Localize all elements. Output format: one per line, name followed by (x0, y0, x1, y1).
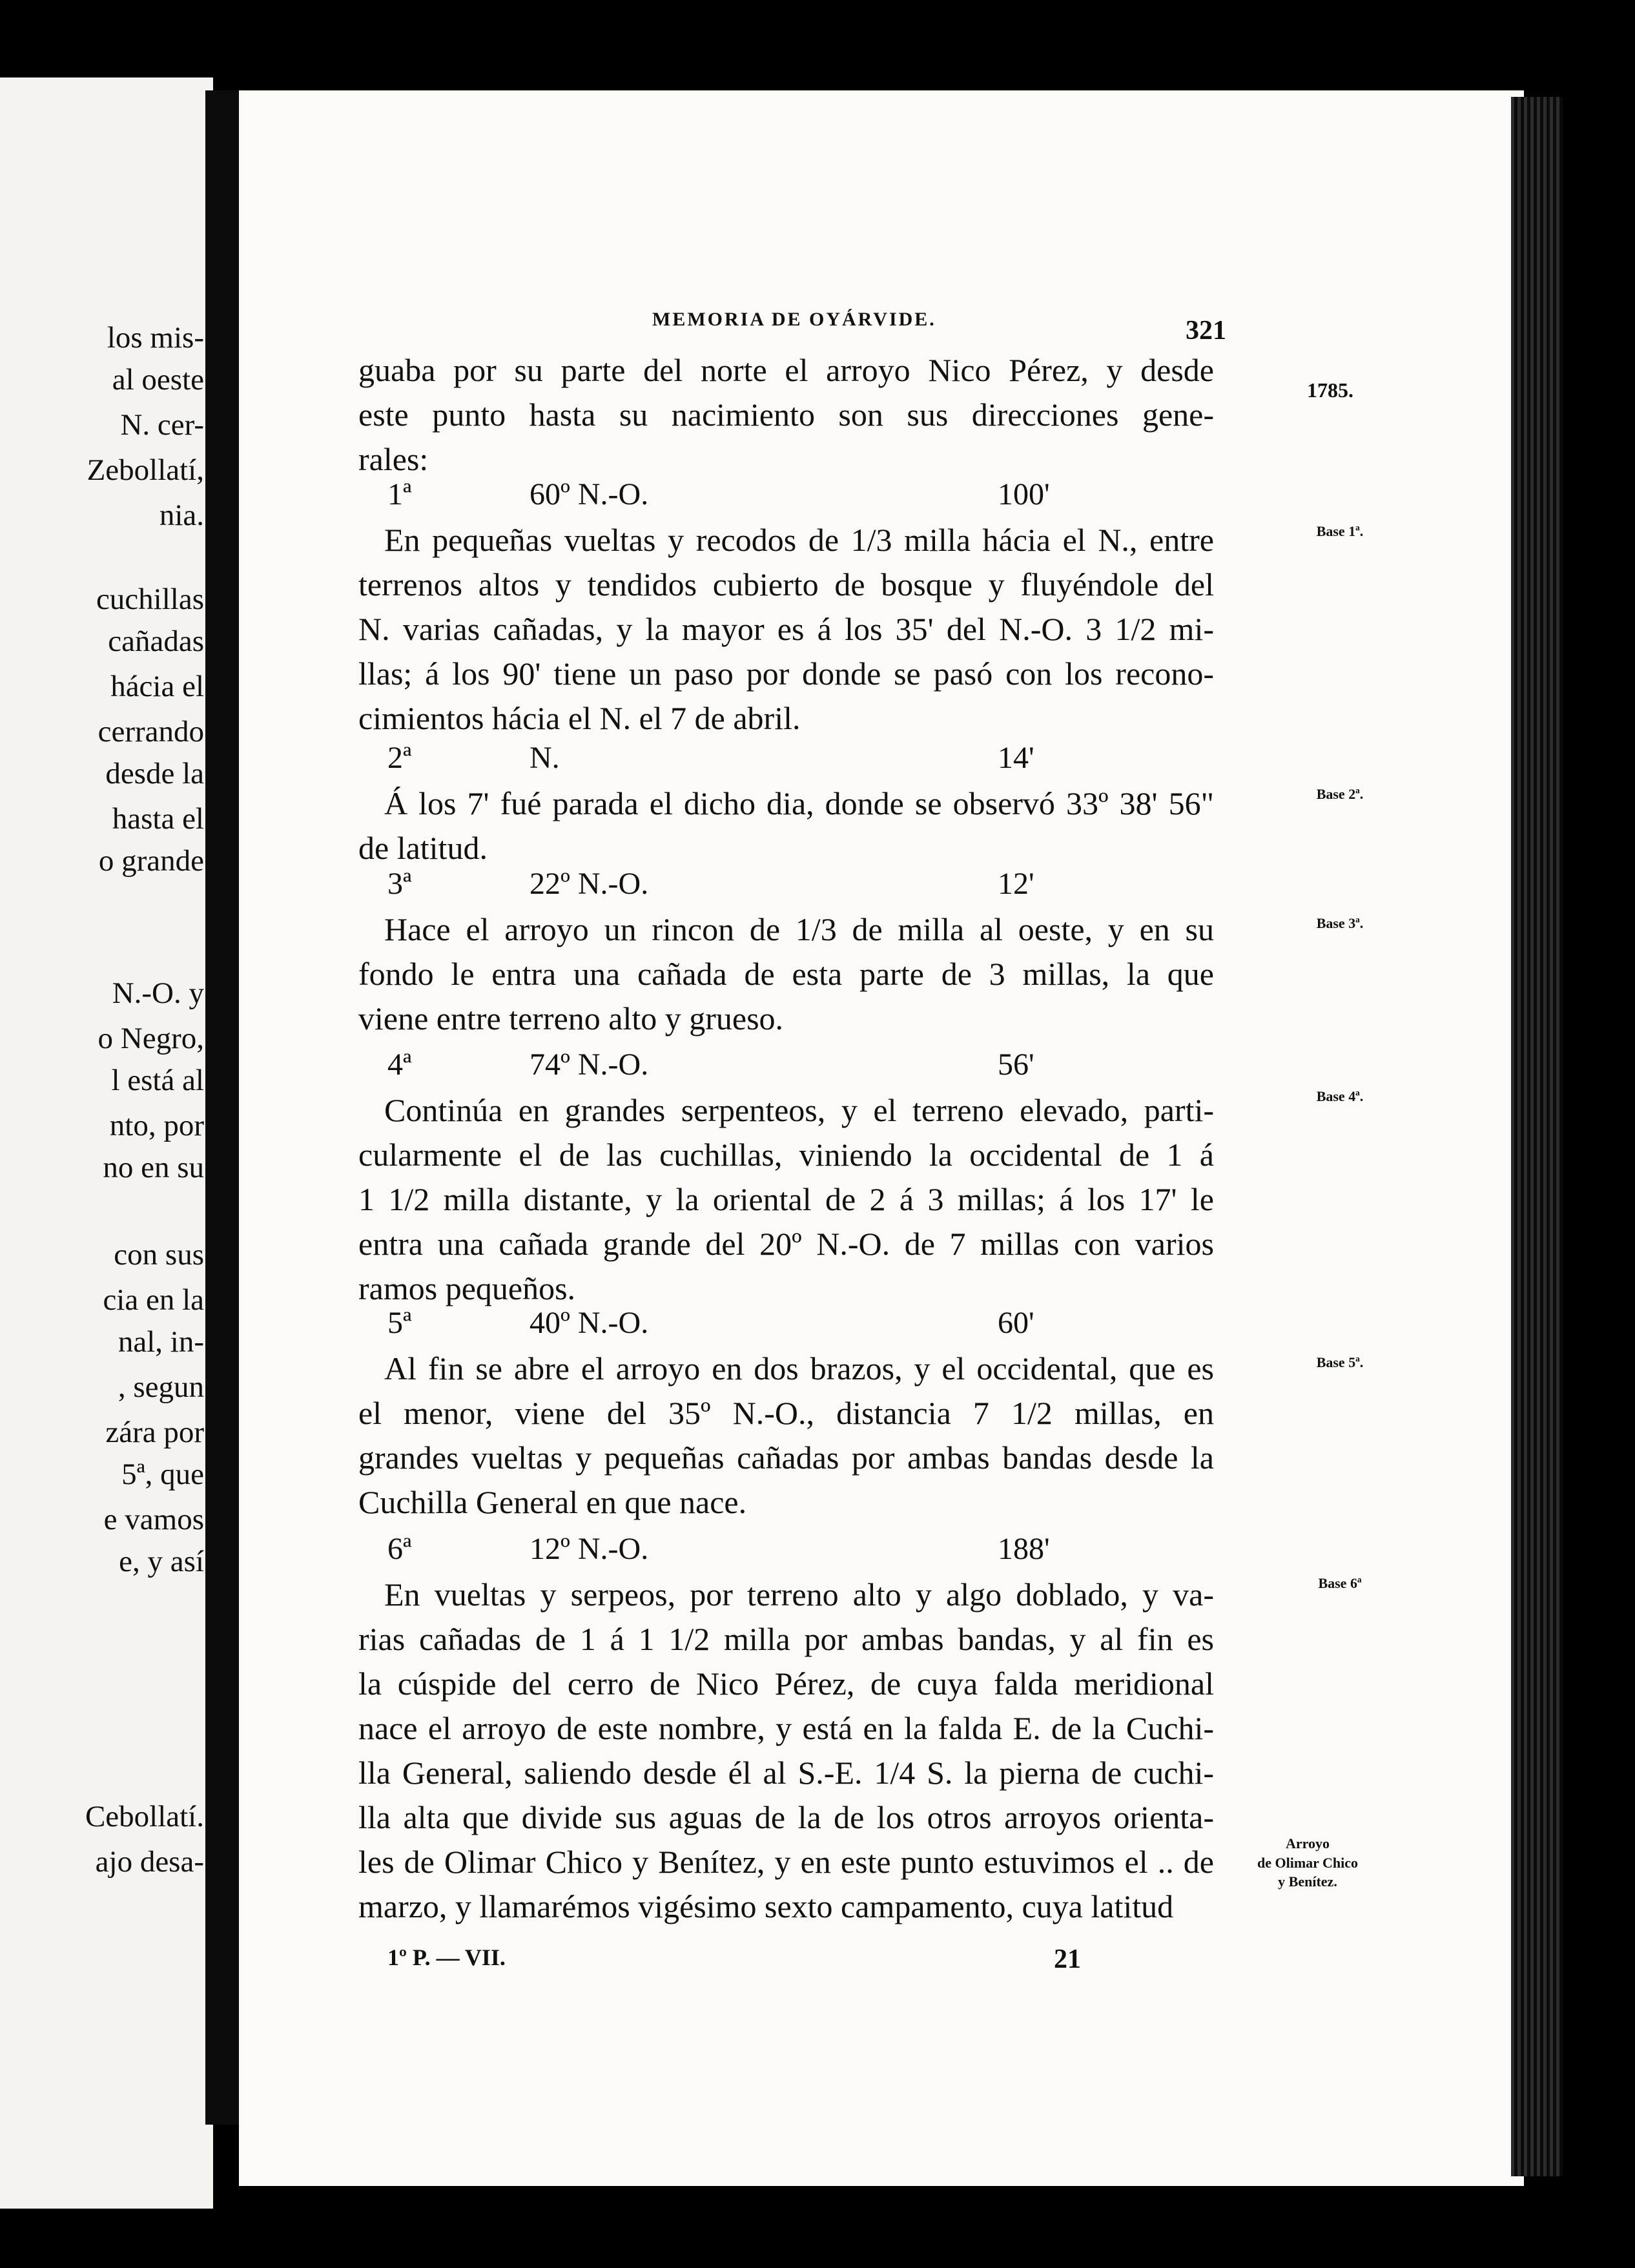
margin-place-label: Arroyo de Olimar Chico y Benítez. (1257, 1835, 1359, 1890)
base-bearing: N. (530, 741, 560, 775)
text-line: 1 1/2 milla distante, y la oriental de 2 á 3 millas; á los 17' le (358, 1181, 1214, 1217)
text-line: Continúa en grandes serpenteos, y el terreno elevado, parti- (384, 1092, 1214, 1128)
text-line: cularmente el de las cuchillas, viniendo la occidental de 1 á (358, 1137, 1214, 1173)
facing-page-line: e vamos (103, 1503, 204, 1536)
text-line: el menor, viene del 35º N.-O., distancia 7 1/2 millas, en (358, 1395, 1214, 1431)
base-bearing: 74º N.-O. (530, 1047, 649, 1082)
facing-page-line: desde la (105, 757, 204, 790)
book-gutter (205, 90, 242, 2125)
facing-page-line: con sus (114, 1238, 204, 1272)
text-line: grandes vueltas y pequeñas cañadas por ambas bandas desde la (358, 1439, 1214, 1476)
text-line: En vueltas y serpeos, por terreno alto y algo doblado, y va- (384, 1576, 1214, 1613)
text-line: marzo, y llamarémos vigésimo sexto campamento, cuya latitud (358, 1888, 1174, 1924)
text-line: entra una cañada grande del 20º N.-O. de 7 millas con varios (358, 1226, 1214, 1262)
base-bearing: 60º N.-O. (530, 477, 649, 511)
base-number: 4ª (387, 1047, 412, 1082)
base-distance: 100' (998, 477, 1050, 511)
base-number: 1ª (387, 477, 412, 511)
facing-page-line: ajo desa- (95, 1845, 204, 1879)
facing-page-line: cañadas (108, 624, 204, 658)
margin-base-label: Base 2ª. (1316, 786, 1364, 802)
facing-page-fragment (0, 77, 213, 2209)
base-distance: 56' (998, 1047, 1034, 1082)
text-line: de latitud. (358, 830, 488, 866)
facing-page-line: al oeste (112, 363, 204, 397)
margin-base-label: Base 4ª. (1316, 1088, 1364, 1104)
signature-mark: 1º P. — VII. (387, 1944, 506, 1970)
text-line: rales: (358, 441, 429, 477)
text-line: ramos pequeños. (358, 1270, 576, 1306)
base-number: 6ª (387, 1532, 412, 1566)
text-line: nace el arroyo de este nombre, y está en la falda E. de la Cuchi- (358, 1710, 1214, 1746)
base-distance: 14' (998, 741, 1034, 775)
facing-page-line: nto, por (109, 1109, 204, 1142)
facing-page-line: o Negro, (98, 1022, 204, 1055)
facing-page-line: hasta el (112, 802, 204, 836)
margin-base-label: Base 3ª. (1316, 915, 1364, 931)
base-bearing: 12º N.-O. (530, 1532, 649, 1566)
margin-base-label: Base 1ª. (1316, 523, 1364, 539)
text-line: lla alta que divide sus aguas de la de los otros arroyos orienta- (358, 1799, 1214, 1835)
text-line: la cúspide del cerro de Nico Pérez, de cuya falda meridional (358, 1665, 1214, 1702)
text-line: viene entre terreno alto y grueso. (358, 1000, 784, 1036)
facing-page-line: e, y así (119, 1545, 204, 1578)
margin-base-label: Base 5ª. (1316, 1354, 1364, 1370)
text-line: guaba por su parte del norte el arroyo Nico Pérez, y desde (358, 352, 1214, 388)
base-bearing: 40º N.-O. (530, 1306, 649, 1340)
sheet-number: 21 (1054, 1944, 1081, 1974)
facing-page-line: cerrando (98, 715, 204, 748)
facing-page-line: los mis- (107, 321, 204, 355)
facing-page-line: cuchillas (96, 582, 204, 616)
base-number: 2ª (387, 741, 412, 775)
text-line: En pequeñas vueltas y recodos de 1/3 milla hácia el N., entre (384, 522, 1214, 558)
facing-page-line: Cebollatí. (85, 1800, 204, 1833)
facing-page-line: , segun (118, 1370, 204, 1404)
facing-page-line: no en su (103, 1151, 204, 1184)
base-number: 5ª (387, 1306, 412, 1340)
text-line: cimientos hácia el N. el 7 de abril. (358, 700, 801, 736)
text-line: Á los 7' fué parada el dicho dia, donde se observó 33º 38' 56" (384, 785, 1214, 821)
facing-page-line: zára por (105, 1416, 204, 1449)
page-edges (1511, 97, 1563, 2176)
facing-page-line: hácia el (110, 670, 204, 703)
facing-page-line: N. cer- (120, 408, 204, 442)
text-line: este punto hasta su nacimiento son sus direcciones gene- (358, 397, 1214, 433)
text-line: lla General, saliendo desde él al S.-E. 1/4 S. la pierna de cuchi- (358, 1755, 1214, 1791)
base-number: 3ª (387, 867, 412, 901)
text-line: rias cañadas de 1 á 1 1/2 milla por ambas bandas, y al fin es (358, 1621, 1214, 1657)
page-number: 321 (1186, 316, 1226, 345)
base-distance: 60' (998, 1306, 1034, 1340)
facing-page-line: nia. (159, 499, 204, 532)
text-line: Hace el arroyo un rincon de 1/3 de milla al oeste, y en su (384, 911, 1214, 947)
text-line: Cuchilla General en que nace. (358, 1484, 747, 1520)
facing-page-line: Zebollatí, (87, 453, 204, 487)
base-distance: 188' (998, 1532, 1050, 1566)
facing-page-line: N.-O. y (112, 976, 204, 1010)
text-line: llas; á los 90' tiene un paso por donde se pasó con los recono- (358, 655, 1214, 692)
margin-year: 1785. (1307, 378, 1353, 402)
facing-page-line: l está al (111, 1064, 204, 1097)
facing-page-line: 5ª, que (121, 1458, 204, 1491)
facing-page-line: o grande (98, 844, 204, 878)
text-line: terrenos altos y tendidos cubierto de bosque y fluyéndole del (358, 566, 1214, 603)
running-header: MEMORIA DE OYÁRVIDE. (652, 309, 936, 330)
text-line: les de Olimar Chico y Benítez, y en este punto estuvimos el .. de (358, 1844, 1214, 1880)
text-line: fondo le entra una cañada de esta parte de 3 millas, la que (358, 956, 1214, 992)
margin-base-label: Base 6ª (1318, 1575, 1362, 1591)
base-distance: 12' (998, 867, 1034, 901)
base-bearing: 22º N.-O. (530, 867, 649, 901)
facing-page-line: nal, in- (118, 1325, 204, 1359)
text-line: Al fin se abre el arroyo en dos brazos, y el occidental, que es (384, 1350, 1214, 1387)
text-line: N. varias cañadas, y la mayor es á los 35' del N.-O. 3 1/2 mi- (358, 611, 1214, 647)
facing-page-line: cia en la (103, 1283, 204, 1317)
